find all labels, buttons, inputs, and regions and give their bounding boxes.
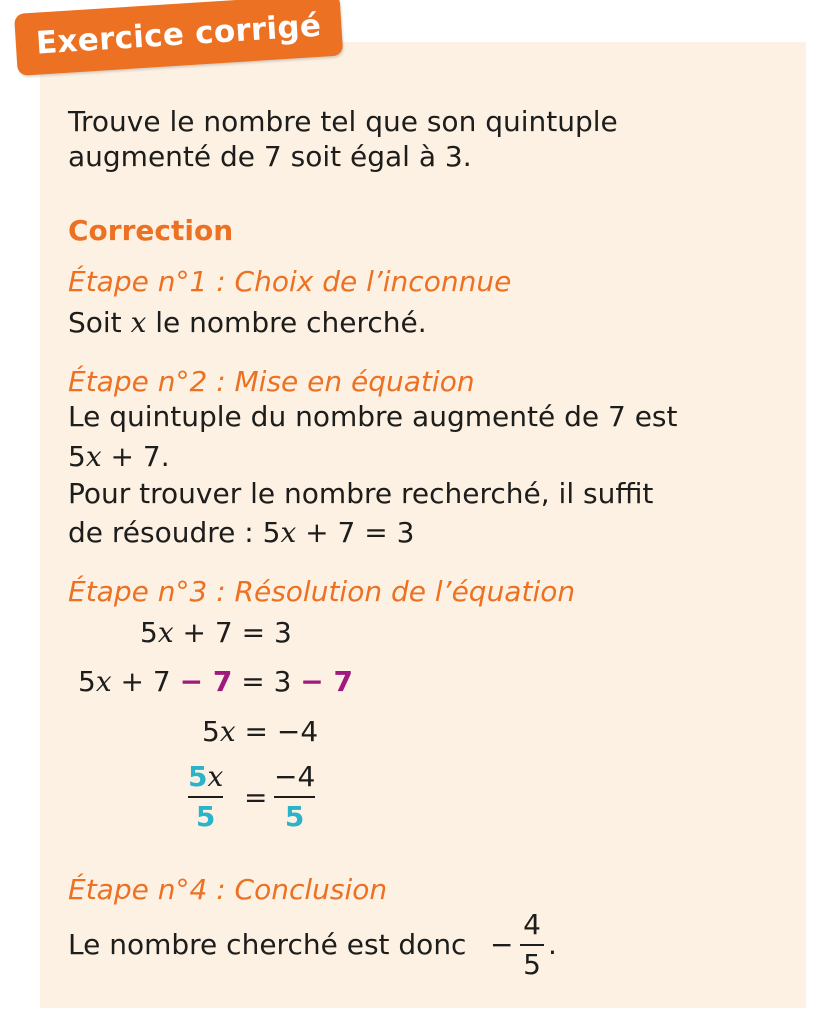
step2-expression: 5x + 7. bbox=[68, 440, 170, 473]
fraction-right-bar bbox=[274, 796, 315, 798]
equation-1: 5x + 7 = 3 bbox=[140, 616, 292, 649]
fraction-right bbox=[274, 760, 315, 834]
answer-period: . bbox=[548, 928, 557, 961]
fraction-right-denominator: 5 bbox=[284, 800, 305, 833]
step1-title: Étape n°1 : Choix de l’inconnue bbox=[68, 265, 512, 298]
answer-denominator: 5 bbox=[523, 948, 541, 981]
step2-line-3: Pour trouver le nombre recherché, il suffit bbox=[68, 477, 654, 510]
fraction-left-bar bbox=[188, 796, 223, 798]
step3-title: Étape n°3 : Résolution de l’équation bbox=[68, 575, 576, 608]
step2-line-1: Le quintuple du nombre augmenté de 7 est bbox=[68, 400, 678, 433]
step2-title: Étape n°2 : Mise en équation bbox=[68, 365, 475, 398]
answer-fraction bbox=[520, 908, 544, 982]
step4-text: Le nombre cherché est donc bbox=[68, 928, 467, 961]
answer-numerator: 4 bbox=[523, 908, 541, 941]
step4-title: Étape n°4 : Conclusion bbox=[68, 873, 388, 906]
fraction-right-numerator: −4 bbox=[274, 760, 316, 793]
fraction-left-denominator: 5 bbox=[195, 800, 216, 833]
equation-2: 5x + 7 − 7 = 3 − 7 bbox=[78, 665, 353, 698]
equation-3: 5x = −4 bbox=[202, 715, 319, 748]
correction-heading: Correction bbox=[68, 214, 234, 247]
step1-text: Soit x le nombre cherché. bbox=[68, 306, 427, 339]
badge-label: Exercice corrigé bbox=[34, 7, 323, 62]
fraction-left-numerator: 5x bbox=[188, 760, 224, 793]
answer-minus: − bbox=[490, 928, 514, 961]
problem-line-2: augmenté de 7 soit égal à 3. bbox=[68, 140, 472, 173]
step2-line-4: de résoudre : 5x + 7 = 3 bbox=[68, 516, 415, 549]
answer-fraction-bar bbox=[520, 944, 544, 946]
fraction-equals: = bbox=[244, 781, 268, 814]
fraction-left bbox=[188, 760, 223, 834]
problem-line-1: Trouve le nombre tel que son quintuple bbox=[68, 105, 618, 138]
